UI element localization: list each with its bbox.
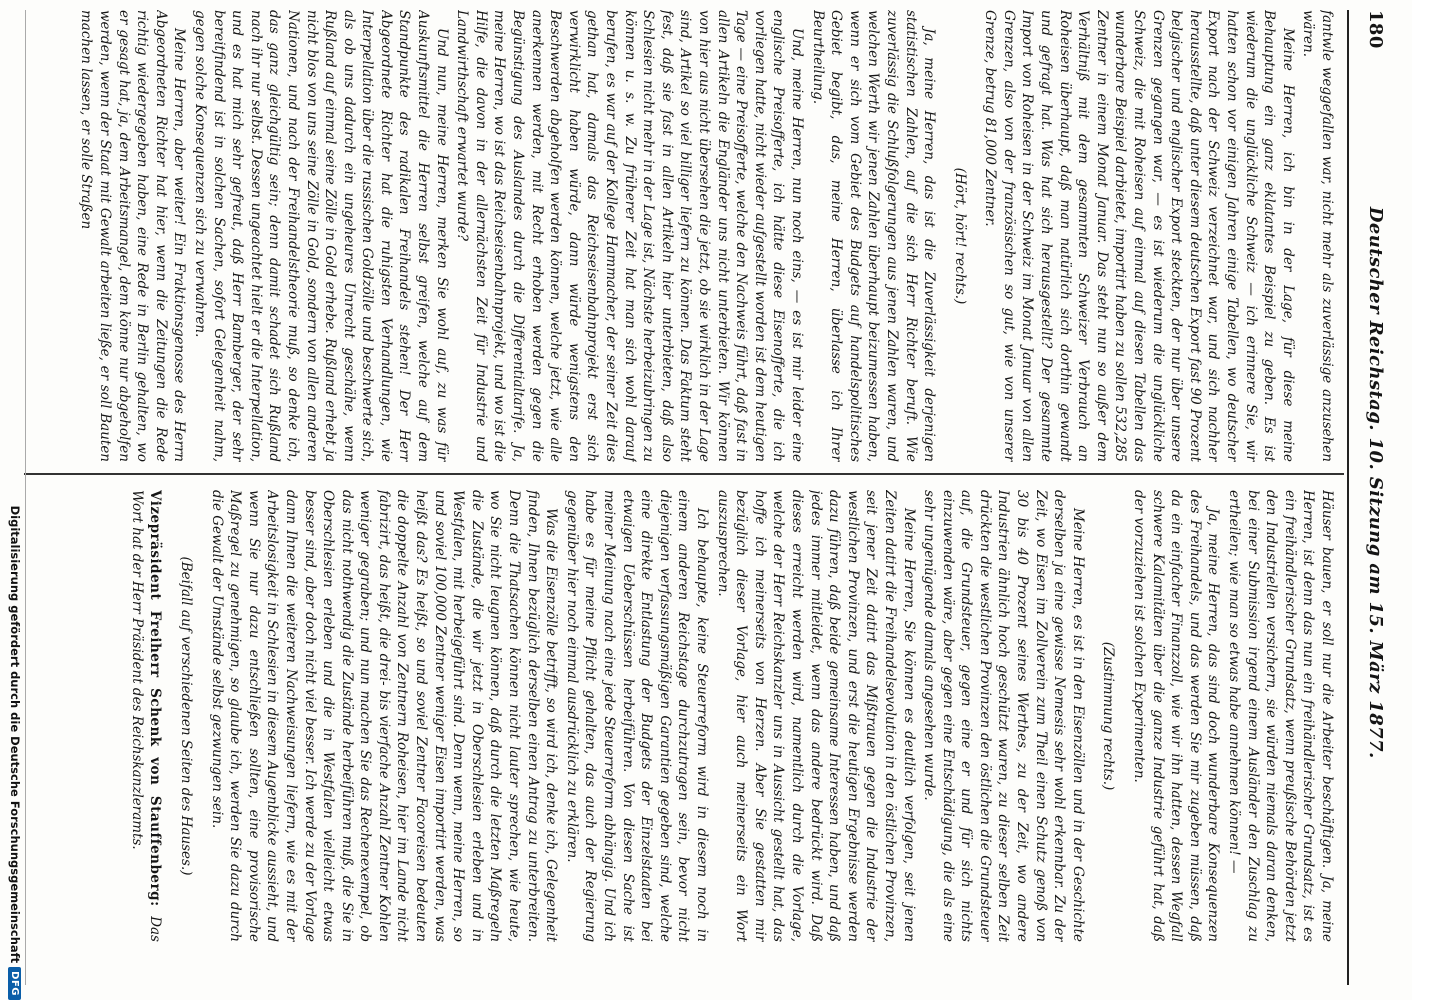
- footer-credit-text: Digitalisierung gefördert durch die Deutsche Forschungsgemeinschaft: [8, 505, 22, 964]
- paragraph: Meine Herren, ich bin in der Lage, für diese meine Behauptung ein ganz eklatantes Beispiel zu geben. Es ist wiederum die unglückliche Schweiz — ich erinnere Sie, wir hatten schon vor einigen Jahren einige Tabellen, wo deutscher Export nach der Schweiz verzeichnet war, und sich nachher herausstellte, daß unter diesem deutschen Export fast 90 Prozent belgischer und englischer Export steckten, der nur über unsere Grenzen gegangen war, — es ist wiederum die unglückliche Schweiz, die mit Roheisen auf einmal auf diesen Tabellen das wunderbare Beispiel darbietet, importirt haben zu sollen 532,285 Zentner in einem Monat Januar. Das steht nun so außer dem Verhältniß mit dem gesammten Schweizer Verbrauch an Roheisen überhaupt, daß man natürlich sich dorthin gewandt und gefragt hat. Was hat sich herausgestellt? Der gesammte Import von Roheisen in der Schweiz im Monat Januar von allen Grenzen, also von der französischen so gut, wie von unserer Grenze, betrug 81,000 Zentner.: [982, 10, 1296, 462]
- stage-direction: (Hört, hört! rechts.): [951, 167, 968, 305]
- paragraph: Häuser bauen, er soll nur die Arbeiter beschäftigen. Ja, meine Herren, ist denn das nun ein freihändlerischer Grundsatz, ist es ein freihändlerischer Grundsatz, wenn preußische Behörden jetzt den Industriellen versichern, sie würden niemals daran denken, bei einer Submission irgend einem Ausländer den Zuschlag zu ertheilen; wie man so etwas habe annehmen können! —: [1226, 490, 1335, 942]
- footer-divider: [25, 10, 26, 985]
- paragraph-text: Das Wort hat der Herr Präsident des Reichskanzleramts.: [128, 490, 164, 942]
- header-rule: [1347, 10, 1349, 985]
- paragraph: Ja, meine Herren, das sind doch wunderbare Konsequenzen des Freihandels, und das werden Sie mir zugeben müssen, daß da ein einfacher Finanzzoll, wie wir ihn hatten, dessen Wegfall schwere Kalamitäten über die ganze Industrie geführt hat, daß der vorzuziehen ist solchen Experimenten.: [1131, 490, 1222, 942]
- stage-direction: (Beifall auf verschiedenen Seiten des Hauses.): [177, 556, 194, 876]
- paragraph: Ich behaupte, keine Steuerreform wird in diesem noch in einem anderen Reichstage durchzutragen sein, bevor nicht diejenigen verfassungsmäßigen Garantien gegeben sind, welche eine direkte Entlastung der Budgets der Einzelstaaten bei etwaigen Ueberschüssen herbeiführen. Von diesen Sache ist meiner Meinung nach eine jede Steuerreform abhängig. Und ich habe es für meine Pflicht gehalten, das auch der Regierung gegenüber hier noch einmal ausdrücklich zu erklären.: [563, 490, 710, 942]
- paragraph: Und nun, meine Herren, merken Sie wohl auf, zu was für Auskunftsmittel die Herren selbst greifen, welche auf dem Standpunkte des radikalen Freihandels stehen! Der Herr Abgeordnete Richter hat die ruhigsten Verhandlungen, wie Interpellation über die russischen Goldzölle und beschwerte sich, als ob uns dadurch ein ungeheures Unrecht geschähe, wenn Rußland auf einmal seine Zölle in Gold erhebe. Rußland erhebt ja nicht blos von uns seine Zölle in Gold, sondern von allen anderen Nationen, und nach der Freihandelstheorie muß, so denke ich, das ganz gleichgültig sein; denn damit schadet sich Rußland nach ihr nur selbst. Dessen ungeachtet hielt er die Interpellation, und es hat mich sehr gefreut, daß Herr Bamberger, der sehr bereitfindend ist in solchen Sachen, sofort Gelegenheit nahm, gegen solche Konsequenzen sich zu verwahren.: [191, 10, 450, 462]
- paragraph: Und, meine Herren, nun noch eins, — es ist mir leider eine englische Preisofferte, ich hätte diese Eisenofferte, die ich vorliegen hatte, nicht wieder aufgestellt worden ist dem heutigen Tage — eine Preisofferte, welche den Nachweis führt, daß fast in allen Artikeln die Engländer uns nicht unterbieten. Wir können von hier aus nicht übersehen die jetzt, ob sie wirklich in der Lage sind, Artikel so viel billiger liefern zu können. Das Faktum steht fest, daß sie fast in allen Artikeln hier unterbieten, daß also Schlesien nicht mehr in der Lage ist, Nächste herbeizubringen zu können u. s. w. Zu früherer Zeit hat man sich wohl darauf berufen, es war auf der Kollege Hammacher, der seiner Zeit dies gethan hat, damals das Reichseisenbahnprojekt erst sich verwirklicht haben würde, dann würde wenigstens den Beschwerden abgeholfen werden können, welche jetzt, wie alle anerkennen werden, mit Recht erhoben werden gegen die Begünstigung des Auslandes durch die Differentialtarife. Ja, meine Herren, wo ist das Reichseisenbahnprojekt, und wo ist die Hilfe, die davon in der allernächsten Zeit für Industrie und Landwirthschaft erwartet wurde?: [454, 10, 805, 462]
- stage-direction: (Zustimmung rechts.): [1100, 641, 1117, 791]
- paragraph: Ja, meine Herren, das ist die Zuverlässigkeit derjenigen statistischen Zahlen, auf die sich Herr Richter beruft. Wie zuverlässig die Schlußfolgerungen aus jenen Zahlen waren, und welchen Werth wir jenen Zahlen überhaupt beizumessen haben, wenn er sich vom Gebiet des Budgets auf handelspolitisches Gebiet begibt, das, meine Herren, überlasse ich Ihrer Beurtheilung.: [809, 10, 938, 462]
- footer-credit: [8, 0, 22, 1000]
- paragraph: Meine Herren, aber weiter! Ein Fraktionsgenosse des Herrn Abgeordneten Richter hat hier, wenn die Zeitungen die Rede richtig wiedergegeben haben, eine Rede in Berlin gehalten, wo er gesagt hat, ja, dem Arbeitsmangel, dem könne nur abgeholfen werden, wenn der Staat mit Gewalt arbeiten ließe, er soll Bauten machen lassen, er solle Straßen: [78, 10, 188, 462]
- dfg-logo: DFG: [9, 967, 22, 1000]
- paragraph: fantwle weggefallen war, nicht mehr als zuverlässige anzusehen wären.: [1300, 10, 1335, 462]
- speaker-name: Vizepräsident Freiherr Schenk von Stauffenberg:: [147, 490, 164, 907]
- left-column: [26, 10, 1336, 462]
- paragraph: Was die Eisenzölle betrifft, so wird ich, denke ich, Gelegenheit finden, Ihnen bezüglich derselben einen Antrag zu unterbreiten. Denn die Thatsachen können nicht lauter sprechen, wie heute, wo Sie nicht leugnen können, daß durch die letzten Maßregeln die Zustände, die wir jetzt in Oberschlesien erleben und in Westfalen, mit herbeigeführt sind. Denn wenn, meine Herren, so und soviel 100,000 Zentner weniger Eisen importirt werden, was heißt das? Es heißt, so und soviel Zentner Facoreisen bedeuten die doppelte Anzahl von Zentnern Roheisen, hier im Lande nicht fabrizirt, das heißt, die drei- bis vierfache Anzahl Zentner Kohlen weniger gegraben; und nun machen Sie das Rechenexempel, ob das nicht nothwendig die Zustände herbeiführen muß, die Sie in Oberschlesien erleben und die in Westfalen vielleicht etwas besser sind, aber doch nicht viel besser. Ich werde zu der Vorlage dann Ihnen die weiteren Nachweisungen liefern, wie es mit der Arbeitslosigkeit in Schlesien in diesem Augenblicke aussieht, und wenn Sie nur dazu entschließen sollten, eine provisorische Maßregel zu genehmigen, so glaube ich, werden Sie dazu durch die Gewalt der Umstände selbst gezwungen sein.: [208, 490, 560, 942]
- paragraph: Meine Herren, es ist in den Eisenzöllen und in der Geschichte derselben ja eine gewisse Nemesis sehr wohl erkennbar. Zu der Zeit, wo Eisen im Zollverein zum Theil einen Schutz genoß von 30 bis 40 Prozent seines Werthes, zu der Zeit, wo andere Industrien ähnlich hoch geschützt waren, zu dieser selben Zeit drückten die westlichen Provinzen den östlichen die Grundsteuer auf, die Grundsteuer, gegen eine er und für sich nichts einzuwenden wäre, aber gegen eine Entschädigung, die als eine sehr ungenügende damals angesehen wurde.: [921, 490, 1086, 942]
- page-number: 180: [1365, 10, 1387, 49]
- column-divider: [24, 473, 1344, 475]
- paragraph: [127, 490, 164, 942]
- page-title: Deutscher Reichstag. 10. Sitzung am 15. März 1877.: [1365, 206, 1387, 759]
- right-column: [26, 490, 1336, 942]
- paragraph: Meine Herren, Sie können es deutlich verfolgen, seit jenen Zeiten datirt die Freihandelsevolution in den östlichen Provinzen, seit jener Zeit datirt das Mißtrauen gegen die Industrie der westlichen Provinzen, und erst die heutigen Ergebnisse werden dazu führen, daß beide gemeinsame Interessen haben, und daß jedes immer mitleidet, wenn das andere bedrückt wird. Daß dieses erreicht werden wird, namentlich durch die Vorlage, welche der Herr Reichskanzler uns in Aussicht gestellt hat, das hoffe ich meinerseits von Herzen. Aber Sie gestatten mir bezüglich dieser Vorlage, hier auch meinerseits ein Wort auszusprechen.: [714, 490, 917, 942]
- page-header: [1350, 10, 1402, 985]
